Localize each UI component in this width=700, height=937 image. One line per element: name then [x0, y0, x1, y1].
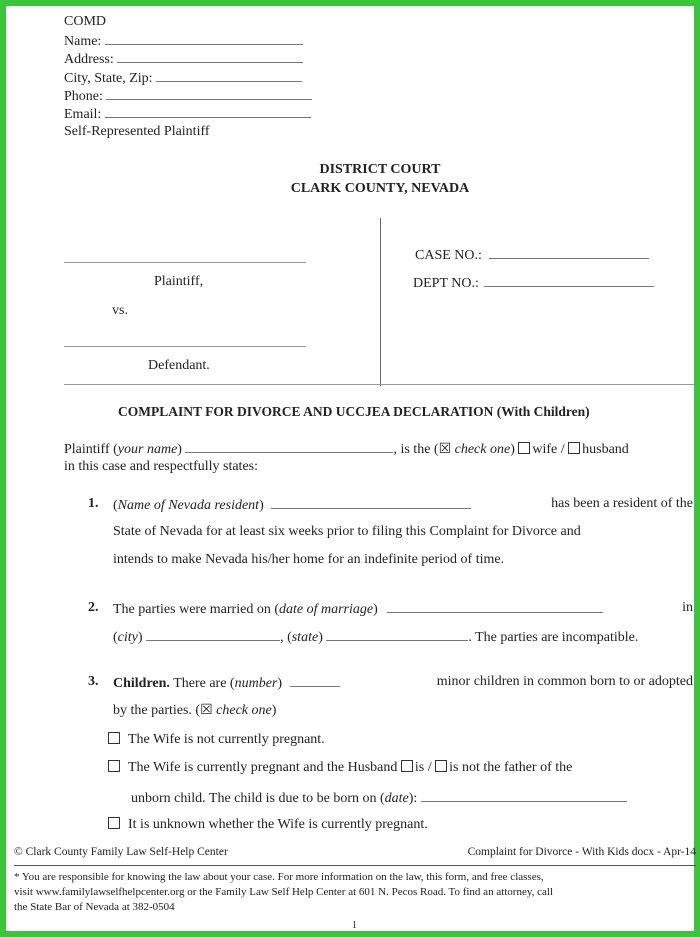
your-name-field[interactable] [185, 440, 393, 453]
case-no-field[interactable] [489, 246, 649, 259]
name-label: Name: [64, 34, 102, 49]
caption-bottom-rule [64, 384, 694, 385]
item3-check-one: check one [216, 703, 272, 718]
intro-line2: in this case and respectfully states: [64, 459, 258, 474]
item1-text-a: has been a resident of the [551, 496, 693, 511]
item3-text-a: minor children in common born to or adopted [436, 674, 693, 689]
item2-in: in [682, 600, 693, 615]
footer-note-2: visit www.familylawselfhelpcenter.org or the Family Law Self Help Center at 601 N. Pecos Road. To find an attorney, call [14, 886, 554, 898]
name-row [64, 32, 303, 50]
city-row [64, 69, 302, 87]
is-father-label: is / [414, 760, 432, 775]
document-page [12, 12, 700, 937]
item2-city-hint: city [117, 630, 138, 645]
phone-label: Phone: [64, 89, 103, 104]
intro-check-one: check one [454, 442, 511, 457]
item2-open-city: ( [113, 630, 118, 645]
item1-resident-hint: Name of Nevada resident [117, 498, 260, 513]
item2-date-hint: date of marriage [278, 602, 374, 617]
phone-field[interactable] [106, 87, 312, 100]
item3-text-b: by the parties. (☒ [113, 703, 213, 718]
phone-row [64, 87, 312, 105]
option-not-pregnant [108, 732, 325, 748]
option-unknown [108, 817, 428, 833]
footer-copyright: © Clark County Family Law Self-Help Center [14, 846, 228, 858]
case-no-label: CASE NO.: [415, 248, 482, 263]
intro-is-the: , is the (☒ [393, 442, 452, 457]
item3-number: 3. [88, 674, 99, 689]
city-label: City, State, Zip: [64, 71, 153, 86]
is-father-checkbox[interactable] [401, 760, 413, 772]
dept-no-label: DEPT NO.: [413, 276, 479, 291]
item2-text-a: The parties were married on ( [113, 602, 279, 617]
item3-line2 [113, 702, 276, 719]
dept-no-row [413, 274, 654, 292]
intro-your-name: your name [117, 442, 178, 457]
plaintiff-label: Self-Represented Plaintiff [64, 124, 210, 139]
item3-line1 [113, 674, 693, 692]
item2-close-city: ) [137, 630, 143, 645]
due-date-close: ): [408, 791, 418, 806]
item3-heading: Children. [113, 676, 170, 691]
email-row [64, 105, 311, 123]
state-marriage-field[interactable] [326, 628, 468, 641]
court-name: DISTRICT COURT [319, 162, 441, 177]
item2-number: 2. [88, 600, 99, 615]
court-county: CLARK COUNTY, NEVADA [290, 181, 470, 196]
email-label: Email: [64, 107, 102, 122]
footer-note-3: the State Bar of Nevada at 382-0504 [14, 901, 175, 913]
marriage-date-field[interactable] [387, 600, 603, 613]
name-field[interactable] [105, 32, 303, 45]
defendant-line [64, 346, 306, 347]
resident-name-field[interactable] [271, 496, 471, 509]
footer-form-id: Complaint for Divorce - With Kids docx - Apr-14 [467, 846, 696, 858]
item2-close: ) [373, 602, 378, 617]
city-marriage-field[interactable] [146, 628, 280, 641]
due-date-hint: date [384, 791, 409, 806]
not-pregnant-checkbox[interactable] [108, 732, 120, 744]
due-date-field[interactable] [421, 789, 627, 802]
plaintiff-line [64, 262, 306, 263]
case-no-row [415, 246, 649, 264]
option-due-date [131, 789, 627, 807]
item3-number-hint: number [234, 676, 278, 691]
item3-there-are: There are ( [173, 676, 235, 691]
caption-divider [380, 218, 381, 386]
is-not-father-checkbox[interactable] [435, 760, 447, 772]
caption-vs: vs. [112, 303, 128, 318]
intro-plaintiff-text: Plaintiff ( [64, 442, 118, 457]
address-row [64, 50, 303, 68]
intro-close: ) [177, 442, 182, 457]
item2-close-state: ) [318, 630, 323, 645]
is-not-father-label: is not the father of the [449, 760, 573, 775]
item1-line2: State of Nevada for at least six weeks prior to filing this Complaint for Divorce and [113, 524, 581, 539]
footer-rule [14, 865, 696, 866]
intro-line1 [64, 440, 629, 458]
caption-defendant: Defendant. [148, 358, 210, 373]
page-number: 1 [352, 920, 357, 931]
item3-close2: ) [271, 703, 277, 718]
intro-close2: ) [510, 442, 515, 457]
not-pregnant-label: The Wife is not currently pregnant. [128, 732, 325, 747]
item1-prefix: ( [113, 498, 118, 513]
address-field[interactable] [117, 50, 303, 63]
item2-state-hint: state [291, 630, 319, 645]
form-code: COMD [64, 14, 107, 29]
option-pregnant [108, 760, 693, 776]
wife-checkbox[interactable] [518, 442, 530, 454]
wife-label: wife / [532, 442, 565, 457]
item2-comma-state: , ( [280, 630, 292, 645]
complaint-title: COMPLAINT FOR DIVORCE AND UCCJEA DECLARATION (With Children) [118, 404, 590, 419]
children-count-field[interactable] [290, 674, 340, 687]
pregnant-label: The Wife is currently pregnant and the Husband [128, 760, 398, 775]
dept-no-field[interactable] [484, 274, 654, 287]
pregnant-checkbox[interactable] [108, 760, 120, 772]
item1-line3: intends to make Nevada his/her home for an indefinite period of time. [113, 552, 505, 567]
item1-number: 1. [88, 496, 99, 511]
unknown-label: It is unknown whether the Wife is currently pregnant. [128, 817, 428, 832]
item2-line1 [113, 600, 693, 618]
husband-checkbox[interactable] [568, 442, 580, 454]
caption-plaintiff: Plaintiff, [154, 274, 204, 289]
city-field[interactable] [156, 69, 302, 82]
item3-close: ) [277, 676, 283, 691]
unknown-checkbox[interactable] [108, 817, 120, 829]
item1-suffix: ) [259, 498, 264, 513]
email-field[interactable] [105, 105, 311, 118]
item2-line2 [113, 628, 638, 646]
item1-line1 [113, 496, 693, 514]
footer-note-1: * You are responsible for knowing the law about your case. For more information on the law, this form, and free classes, [14, 871, 544, 883]
address-label: Address: [64, 52, 114, 67]
due-date-text: unborn child. The child is due to be born on ( [131, 791, 385, 806]
item2-incompatible: . The parties are incompatible. [468, 630, 639, 645]
husband-label: husband [582, 442, 629, 457]
